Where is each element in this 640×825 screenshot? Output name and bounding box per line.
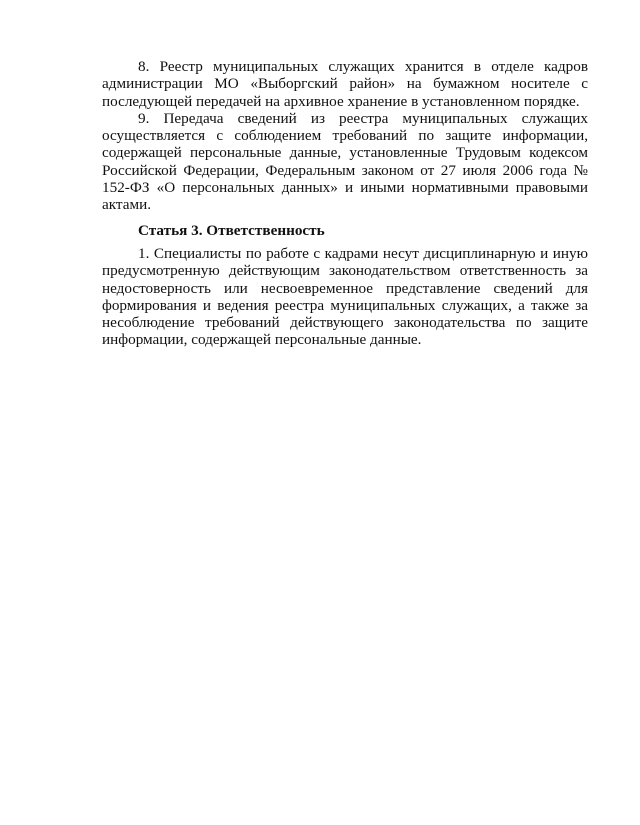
paragraph-9: 9. Передача сведений из реестра муниципальных служащих осуществляется с соблюдением требований по защите информации, содержащей персональные данные, установленные Трудовым кодексом Российской Федерации, Федеральным законом от 27 июля 2006 года № 152-ФЗ «О персональных данных» и иными нормативными правовыми актами. xyxy=(102,109,588,214)
article-heading: Статья 3. Ответственность xyxy=(138,221,325,239)
article-3-paragraph-1: 1. Специалисты по работе с кадрами несут дисциплинарную и иную предусмотренную действующим законодательством ответственность за недостоверность или несвоевременное представление сведений для формирования и ведения реестра муниципальных служащих, а также за несоблюдение требований действующего законодательства по защите информации, содержащей персональные данные. xyxy=(102,244,588,349)
document-page xyxy=(102,58,588,349)
paragraph-8: 8. Реестр муниципальных служащих хранится в отделе кадров администрации МО «Выборгский район» на бумажном носителе с последующей передачей на архивное хранение в установленном порядке. xyxy=(102,58,588,110)
